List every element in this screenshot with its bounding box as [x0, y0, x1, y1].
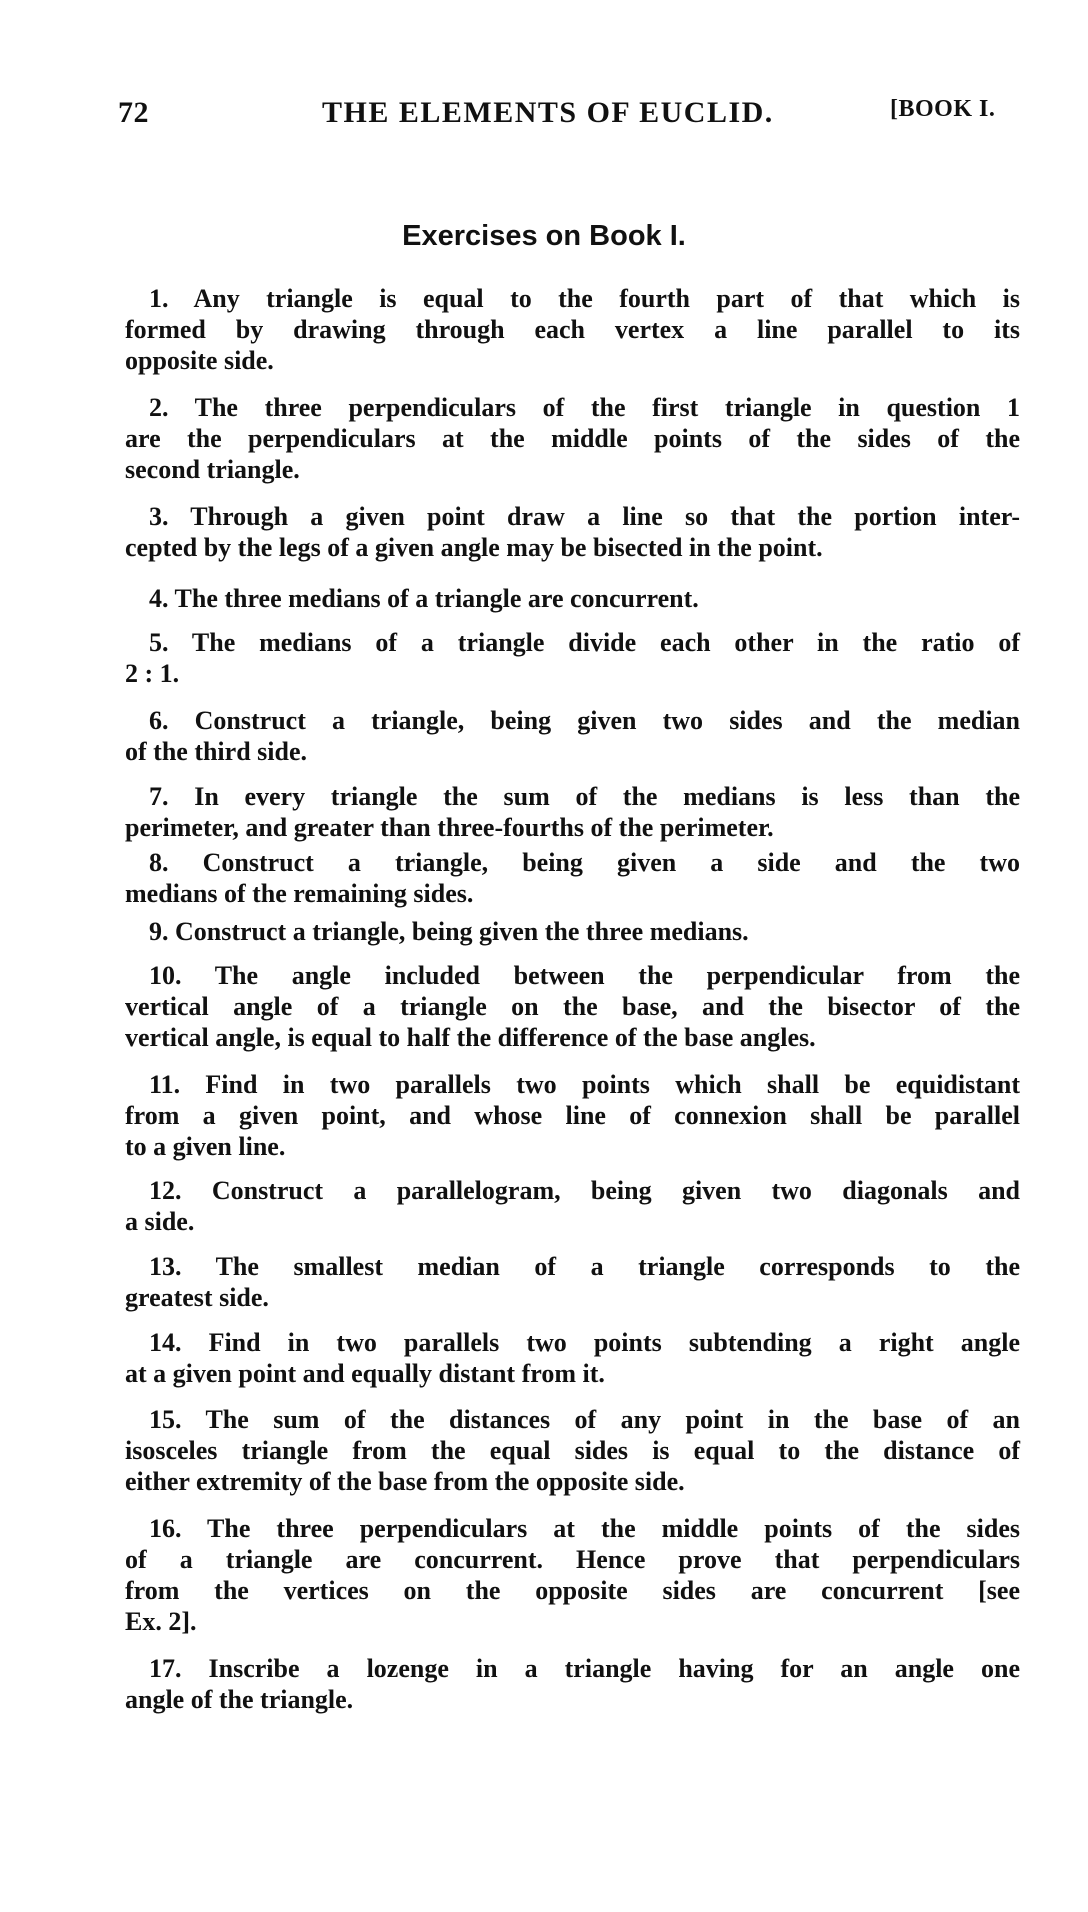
section-title: Exercises on Book I.: [402, 220, 686, 252]
exercise-line: 9. Construct a triangle, being given the three medians.: [149, 917, 749, 946]
exercise-8: [125, 847, 1020, 909]
exercise-line: 14. Find in two parallels two points subtending a right angle: [149, 1328, 1020, 1357]
exercise-line: 15. The sum of the distances of any point in the base of an: [149, 1405, 1020, 1434]
exercise-5: [125, 627, 1020, 689]
exercise-line: either extremity of the base from the opposite side.: [125, 1467, 685, 1496]
exercise-16: [125, 1513, 1020, 1637]
exercise-line: cepted by the legs of a given angle may be bisected in the point.: [125, 533, 823, 562]
exercise-line: angle of the triangle.: [125, 1685, 354, 1714]
exercise-line: greatest side.: [125, 1283, 269, 1312]
exercise-line: 4. The three medians of a triangle are concurrent.: [149, 584, 699, 613]
book-label: [BOOK I.: [890, 96, 996, 122]
page-number: 72: [118, 96, 149, 129]
exercise-line: from the vertices on the opposite sides are concurrent [see: [125, 1576, 1020, 1605]
exercise-line: Ex. 2].: [125, 1607, 197, 1636]
exercise-line: are the perpendiculars at the middle points of the sides of the: [125, 424, 1020, 453]
exercise-line: 3. Through a given point draw a line so that the portion inter-: [149, 502, 1020, 531]
exercise-2: [125, 392, 1020, 485]
exercise-7: [125, 781, 1020, 843]
exercise-1: [125, 283, 1020, 376]
exercise-line: second triangle.: [125, 455, 300, 484]
exercise-4: [125, 583, 1020, 614]
exercise-line: 6. Construct a triangle, being given two sides and the median: [149, 706, 1020, 735]
exercise-line: a side.: [125, 1207, 195, 1236]
exercise-line: isosceles triangle from the equal sides is equal to the distance of: [125, 1436, 1020, 1465]
exercise-line: formed by drawing through each vertex a line parallel to its: [125, 315, 1020, 344]
exercise-15: [125, 1404, 1020, 1497]
exercise-line: 2. The three perpendiculars of the first triangle in question 1: [149, 393, 1020, 422]
exercise-line: 16. The three perpendiculars at the middle points of the sides: [149, 1514, 1020, 1543]
exercise-line: of a triangle are concurrent. Hence prove that perpendiculars: [125, 1545, 1020, 1574]
exercise-6: [125, 705, 1020, 767]
exercise-line: from a given point, and whose line of connexion shall be parallel: [125, 1101, 1020, 1130]
exercise-11: [125, 1069, 1020, 1162]
exercise-3: [125, 501, 1020, 563]
exercise-17: [125, 1653, 1020, 1715]
exercise-12: [125, 1175, 1020, 1237]
exercise-line: to a given line.: [125, 1132, 286, 1161]
exercise-10: [125, 960, 1020, 1053]
exercise-line: medians of the remaining sides.: [125, 879, 474, 908]
exercise-13: [125, 1251, 1020, 1313]
exercise-line: 11. Find in two parallels two points which shall be equidistant: [149, 1070, 1020, 1099]
running-title: THE ELEMENTS OF EUCLID.: [322, 96, 774, 129]
exercise-line: of the third side.: [125, 737, 307, 766]
exercise-line: at a given point and equally distant from it.: [125, 1359, 605, 1388]
exercise-line: 7. In every triangle the sum of the medians is less than the: [149, 782, 1020, 811]
exercise-line: opposite side.: [125, 346, 274, 375]
exercise-line: vertical angle of a triangle on the base, and the bisector of the: [125, 992, 1020, 1021]
exercise-line: 13. The smallest median of a triangle corresponds to the: [149, 1252, 1020, 1281]
exercise-14: [125, 1327, 1020, 1389]
exercise-line: vertical angle, is equal to half the difference of the base angles.: [125, 1023, 816, 1052]
exercise-line: 1. Any triangle is equal to the fourth part of that which is: [149, 284, 1020, 313]
exercise-line: 8. Construct a triangle, being given a side and the two: [149, 848, 1020, 877]
exercise-line: 17. Inscribe a lozenge in a triangle having for an angle one: [149, 1654, 1020, 1683]
exercise-line: 5. The medians of a triangle divide each other in the ratio of: [149, 628, 1020, 657]
exercise-line: 10. The angle included between the perpendicular from the: [149, 961, 1020, 990]
exercise-line: perimeter, and greater than three-fourths of the perimeter.: [125, 813, 774, 842]
exercise-line: 2 : 1.: [125, 659, 180, 688]
exercise-9: [125, 916, 1020, 947]
exercise-line: 12. Construct a parallelogram, being given two diagonals and: [149, 1176, 1020, 1205]
